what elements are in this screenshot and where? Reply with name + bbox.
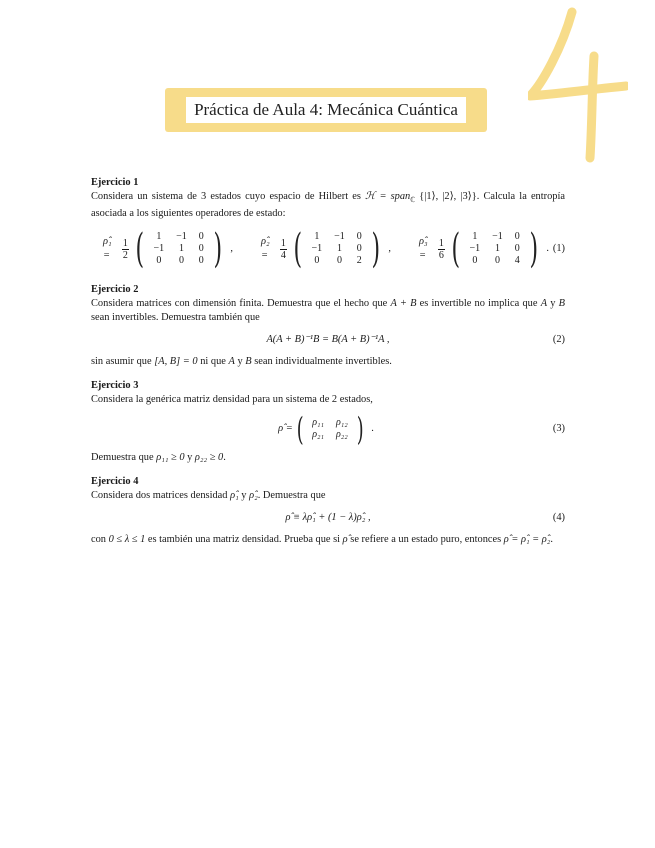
exercise-list <box>91 176 565 557</box>
rho2-matrix-cell: 2 <box>356 255 362 267</box>
rho2-matrix-cell: 1 <box>314 231 320 243</box>
equation-number-2: (2) <box>552 334 565 346</box>
rho2-matrix-cell: −1 <box>334 231 345 243</box>
density-matrix-cell: ρ₂₁ <box>312 429 324 441</box>
rho3-matrix-cell: 4 <box>514 255 520 267</box>
exercise-3 <box>91 379 565 465</box>
rho2-matrix-cell: −1 <box>311 243 323 255</box>
equation-2 <box>91 333 565 347</box>
exercise-1 <box>91 176 565 273</box>
rho3-matrix-cell: −1 <box>492 231 503 243</box>
density-matrix-cell: ρ₁₂ <box>336 417 348 429</box>
rho3-expression: ρ̂₃ = $\frac{1}{6}$ ( 1 −1 0 −1 1 0 0 0 4 ) . <box>419 226 549 273</box>
rho1-matrix-cell: −1 <box>153 243 165 255</box>
equation-number-4: (4) <box>552 512 565 524</box>
exercise-3-heading: Ejercicio 3 <box>91 380 139 392</box>
equation-2-formula: A(A + B)⁻¹B = B(A + B)⁻¹A , <box>266 334 390 346</box>
rho2-matrix-cell: 0 <box>356 231 362 243</box>
rho1-matrix-cell: 0 <box>198 243 204 255</box>
exercise-4-text-2: con 0 ≤ λ ≤ 1 es también una matriz densidad. Prueba que si ρ̂ se refiere a un estado puro, entonces ρ̂ = ρ̂₁ = ρ̂₂. <box>91 534 553 546</box>
rho2-matrix: ( 1 −1 0 −1 1 0 0 0 2 ) <box>293 226 380 273</box>
equation-3 <box>91 410 565 449</box>
rho3-matrix-cell: 0 <box>514 243 520 255</box>
equation-4-formula: ρ̂ ≡ λρ̂₁ + (1 − λ)ρ̂₂ , <box>285 512 371 524</box>
rho3-matrix: ( 1 −1 0 −1 1 0 0 0 4 ) <box>451 226 538 273</box>
chapter-number-graphic <box>528 0 628 170</box>
exercise-2-heading: Ejercicio 2 <box>91 284 139 296</box>
rho1-matrix-cell: 0 <box>198 231 204 243</box>
equation-number-3: (3) <box>552 423 565 435</box>
title-banner <box>165 88 487 132</box>
page-title: Práctica de Aula 4: Mecánica Cuántica <box>186 97 466 123</box>
rho3-matrix-cell: −1 <box>469 243 481 255</box>
rho1-matrix: ( 1 −1 0 −1 1 0 0 0 0 ) <box>135 226 222 273</box>
rho3-matrix-cell: 1 <box>472 231 478 243</box>
density-matrix-cell: ρ₁₁ <box>312 417 324 429</box>
rho2-matrix-cell: 0 <box>356 243 362 255</box>
rho1-matrix-cell: 0 <box>198 255 204 267</box>
density-matrix-cell: ρ₂₂ <box>336 429 348 441</box>
equation-1 <box>91 226 565 273</box>
exercise-1-heading: Ejercicio 1 <box>91 177 139 188</box>
exercise-4-text: Considera dos matrices densidad ρ̂₁ y ρ̂₂. Demuestra que <box>91 490 326 502</box>
equation-number-1: (1) <box>552 243 565 255</box>
rho2-matrix-cell: 0 <box>336 255 342 267</box>
rho3-matrix-cell: 0 <box>472 255 478 267</box>
rho3-matrix-cell: 1 <box>494 243 500 255</box>
rho-expression: ρ̂ = ( ρ₁₁ ρ₁₂ ρ₂₁ ρ₂₂ ) . <box>278 410 374 449</box>
rho1-expression: ρ̂₁ = $\frac{1}{2}$ ( 1 −1 0 −1 1 0 0 0 0 ) , <box>103 226 233 273</box>
exercise-2 <box>91 283 565 369</box>
rho3-matrix-cell: 0 <box>494 255 500 267</box>
exercise-1-text: Considera un sistema de 3 estados cuyo espacio de Hilbert es ℋ = span$_ℂ$ {|1⟩, |2⟩, |3⟩}. Calcula la entropía asociada a los siguientes operadores de estado: <box>91 191 565 220</box>
exercise-3-text: Considera la genérica matriz densidad para un sistema de 2 estados, <box>91 394 373 406</box>
rho1-matrix-cell: 1 <box>178 243 184 255</box>
equation-4 <box>91 511 565 525</box>
rho1-matrix-cell: 1 <box>156 231 162 243</box>
rho2-matrix-cell: 0 <box>314 255 320 267</box>
exercise-2-text-2: sin asumir que [A, B] = 0 ni que A y B sean individualmente invertibles. <box>91 356 392 368</box>
rho3-matrix-cell: 0 <box>514 231 520 243</box>
rho1-matrix-cell: 0 <box>156 255 162 267</box>
exercise-4 <box>91 475 565 547</box>
rho2-matrix-cell: 1 <box>336 243 342 255</box>
exercise-4-heading: Ejercicio 4 <box>91 476 139 488</box>
exercise-3-text-2: Demuestra que ρ₁₁ ≥ 0 y ρ₂₂ ≥ 0. <box>91 452 226 464</box>
rho2-expression: ρ̂₂ = $\frac{1}{4}$ ( 1 −1 0 −1 1 0 0 0 2 ) , <box>261 226 391 273</box>
density-matrix: ( ρ₁₁ ρ₁₂ ρ₂₁ ρ₂₂ ) <box>296 410 364 449</box>
rho1-matrix-cell: −1 <box>176 231 187 243</box>
rho1-matrix-cell: 0 <box>178 255 184 267</box>
exercise-2-text: Considera matrices con dimensión finita. Demuestra que el hecho que A + B es invertible no implica que A y B sean invertibles. Demuestra también que <box>91 298 566 324</box>
